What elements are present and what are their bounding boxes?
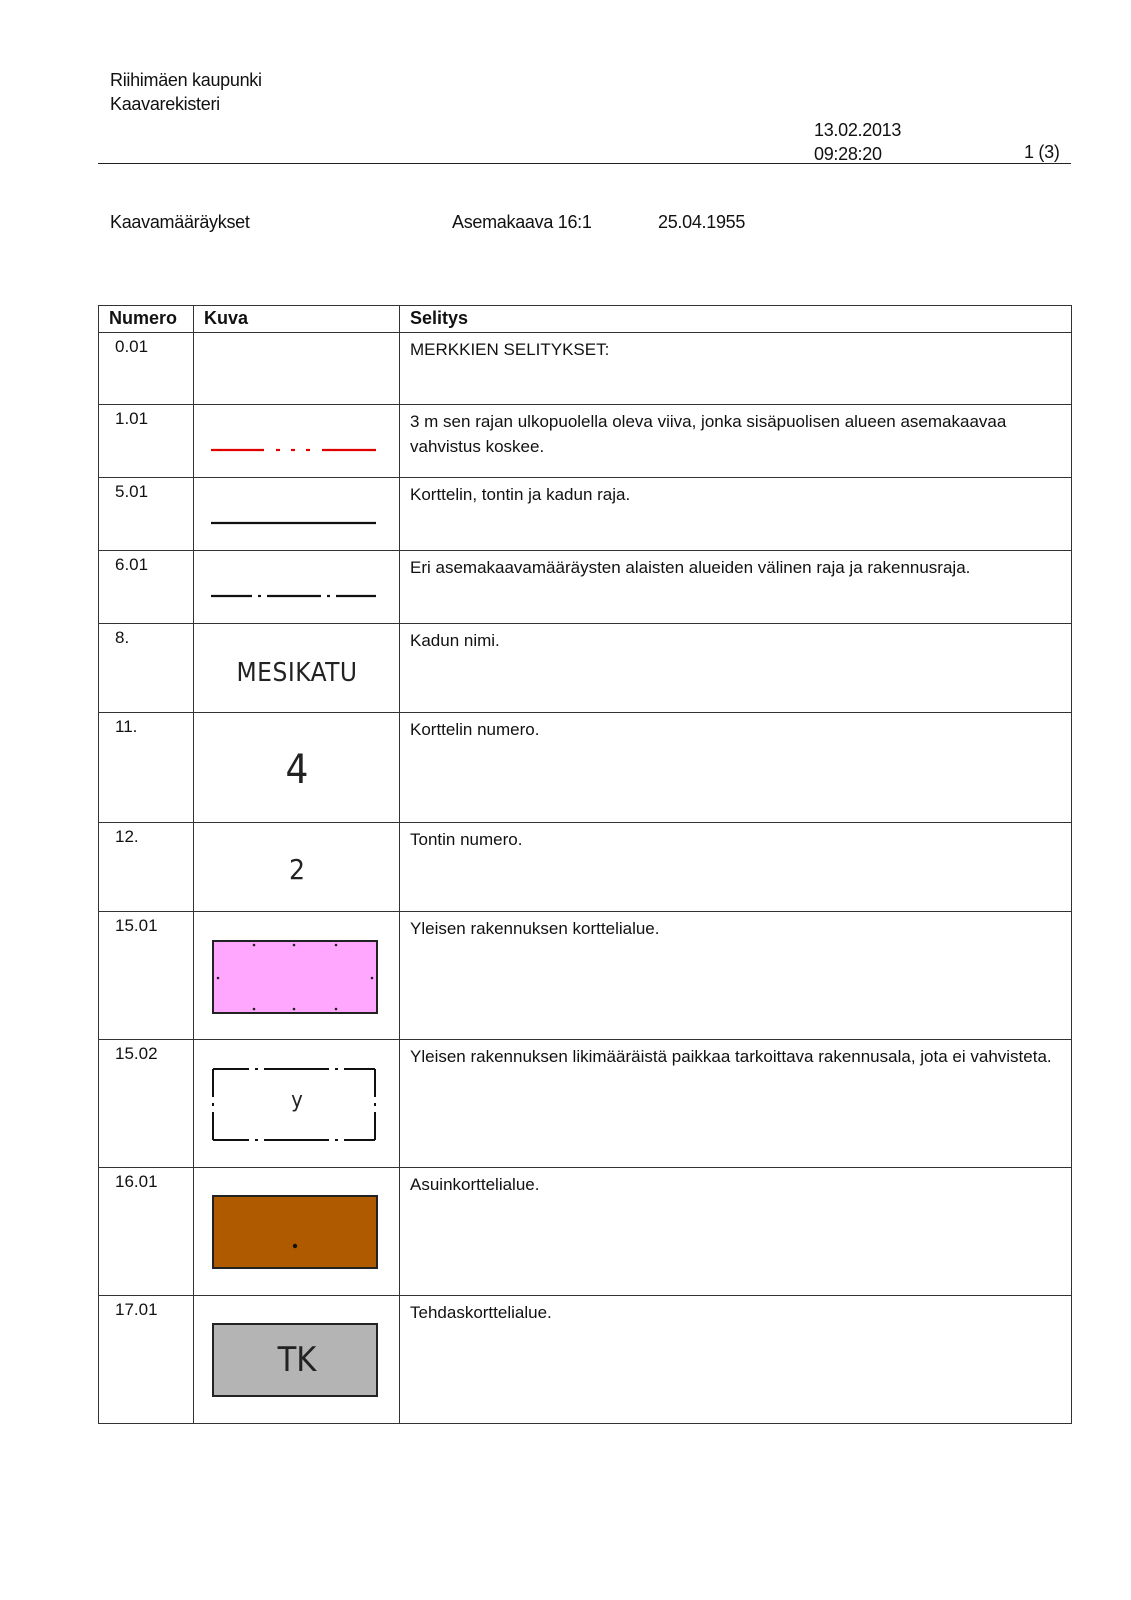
register-name: Kaavarekisteri [110,94,220,114]
organization-header [110,68,262,116]
block-number-symbol: 4 [285,747,309,793]
table-row [99,405,1072,478]
column-header-kuva: Kuva [194,306,400,333]
row-symbol [194,1168,400,1296]
row-symbol [194,713,400,823]
row-number: 12. [99,823,194,912]
row-symbol [194,405,400,478]
table-row [99,333,1072,405]
header-divider [98,163,1071,164]
plot-number-symbol: 2 [288,853,306,886]
row-description: MERKKIEN SELITYKSET: [400,333,1072,405]
row-number: 6.01 [99,551,194,624]
row-description: Eri asemakaavamääräysten alaisten alueiden välinen raja ja rakennusraja. [400,551,1072,624]
row-description: Yleisen rakennuksen korttelialue. [400,912,1072,1040]
table-row [99,551,1072,624]
column-header-numero: Numero [99,306,194,333]
table-row [99,1296,1072,1424]
row-description: 3 m sen rajan ulkopuolella oleva viiva, jonka sisäpuolisen alueen asemakaavaa vahvistus koskee. [400,405,1072,478]
dash-dot-line-symbol [194,551,400,624]
row-number: 16.01 [99,1168,194,1296]
row-number: 1.01 [99,405,194,478]
row-description: Korttelin numero. [400,713,1072,823]
row-symbol [194,478,400,551]
table-row [99,823,1072,912]
organization-name: Riihimäen kaupunki [110,70,262,90]
row-description: Korttelin, tontin ja kadun raja. [400,478,1072,551]
table-row [99,478,1072,551]
row-symbol [194,912,400,1040]
table-row [99,1168,1072,1296]
plan-name: Asemakaava 16:1 [452,212,592,232]
document-title: Kaavamääräykset [110,212,250,232]
page-number: 1 (3) [1024,142,1060,162]
print-timestamp [814,118,901,166]
row-description: Kadun nimi. [400,624,1072,713]
row-symbol [194,624,400,713]
row-description: Asuinkorttelialue. [400,1168,1072,1296]
table-row [99,912,1072,1040]
row-number: 11. [99,713,194,823]
print-time: 09:28:20 [814,144,882,164]
table-header-row [99,306,1072,333]
building-site-letter: y [291,1088,303,1113]
street-name-symbol: MESIKATU [236,658,358,688]
row-number: 5.01 [99,478,194,551]
table-row [99,624,1072,713]
plan-date: 25.04.1955 [658,212,746,232]
legend-table [98,305,1072,1424]
row-number: 15.02 [99,1040,194,1168]
row-number: 17.01 [99,1296,194,1424]
row-symbol [194,823,400,912]
solid-boundary-line-symbol [194,478,400,551]
row-symbol [194,1040,400,1168]
row-symbol [194,551,400,624]
public-building-area-symbol [194,912,400,1040]
table-row [99,713,1072,823]
row-description: Tehdaskorttelialue. [400,1296,1072,1424]
table-row [99,1040,1072,1168]
row-number: 8. [99,624,194,713]
residential-area-symbol [194,1168,400,1296]
red-boundary-line-symbol [194,405,400,478]
row-description: Yleisen rakennuksen likimääräistä paikkaa tarkoittava rakennusala, jota ei vahvisteta. [400,1040,1072,1168]
industrial-area-label: TK [277,1340,317,1380]
row-symbol [194,1296,400,1424]
column-header-selitys: Selitys [400,306,1072,333]
row-symbol [194,333,400,405]
print-date: 13.02.2013 [814,120,902,140]
row-number: 0.01 [99,333,194,405]
row-number: 15.01 [99,912,194,1040]
row-description: Tontin numero. [400,823,1072,912]
